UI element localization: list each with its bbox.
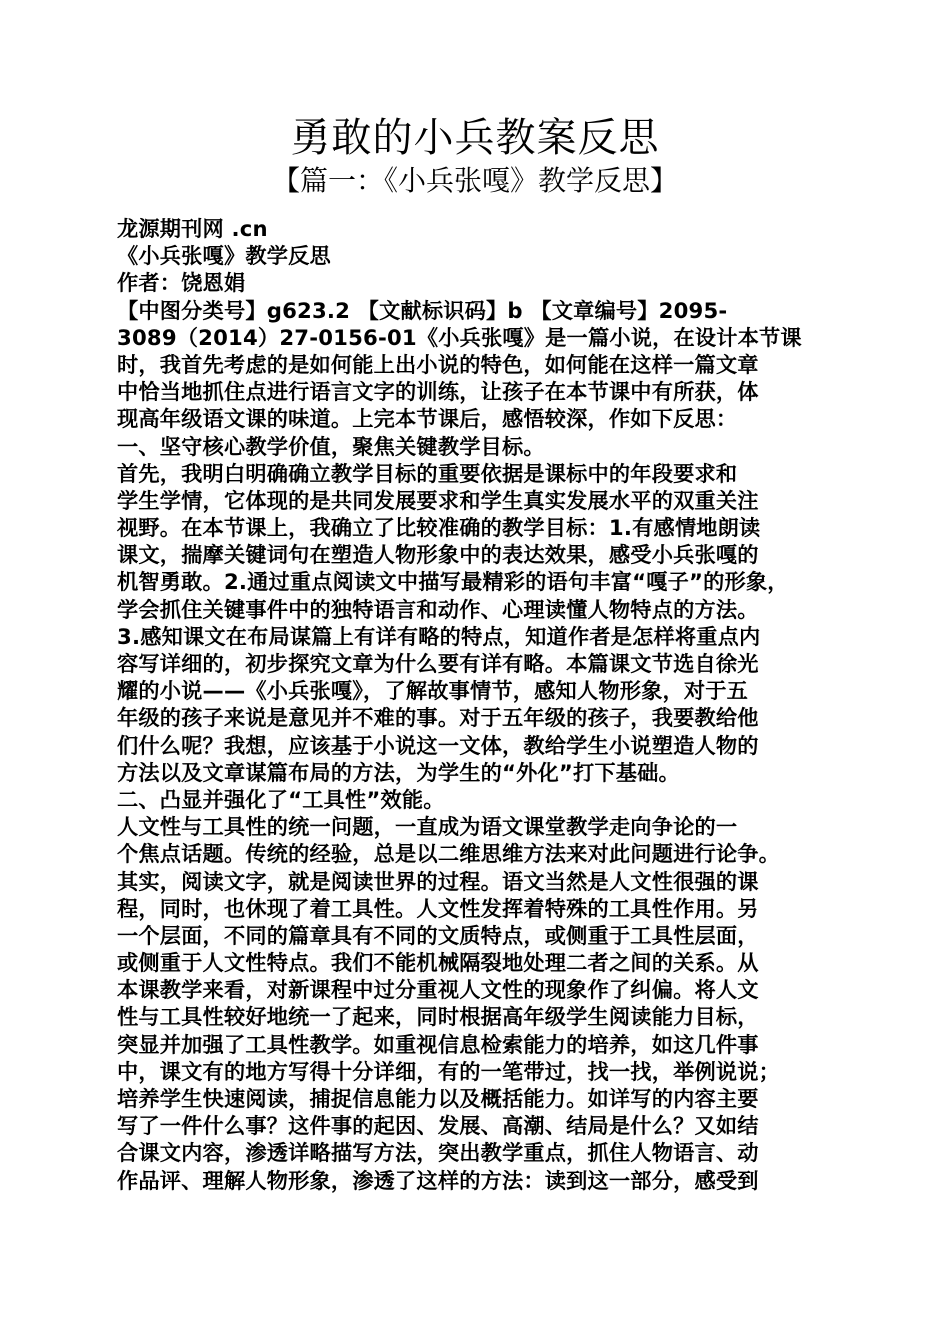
body-line: 中恰当地抓住点进行语言文字的训练，让孩子在本节课中有所获，体 [117, 379, 759, 405]
body-line: 学会抓住关键事件中的独特语言和动作、心理读懂人物特点的方法。 [117, 596, 759, 622]
document-subtitle: 【篇一：《小兵张嘎》教学反思】 [271, 164, 678, 197]
body-line: 中，课文有的地方写得十分详细，有的一笔带过，找一找，举例说说； [117, 1058, 781, 1084]
body-line: 机智勇敢。2.通过重点阅读文中描写最精彩的语句丰富“嘎子”的形象， [117, 569, 789, 595]
body-line: 视野。在本节课上，我确立了比较准确的教学目标：1.有感情地朗读 [117, 515, 761, 541]
body-line: 课文，揣摩关键词句在塑造人物形象中的表达效果，感受小兵张嘎的 [117, 542, 759, 568]
body-line: 本课教学来看，对新课程中过分重视人文性的现象作了纠偏。将人文 [117, 977, 759, 1003]
body-line: 个焦点话题。传统的经验，总是以二维思维方法来对此问题进行论争。 [117, 841, 781, 867]
body-line: 或侧重于人文性特点。我们不能机械隔裂地处理二者之间的关系。从 [117, 950, 759, 976]
document-title: 勇敢的小兵教案反思 [290, 115, 660, 161]
body-line: 人文性与工具性的统一问题，一直成为语文课堂教学走向争论的一 [117, 814, 738, 840]
body-line: 现高年级语文课的味道。上完本节课后，感悟较深，作如下反思： [117, 406, 738, 432]
body-line: 时，我首先考虑的是如何能上出小说的特色，如何能在这样一篇文章 [117, 351, 759, 377]
body-line: 突显并加强了工具性教学。如重视信息检索能力的培养，如这几件事 [117, 1031, 759, 1057]
body-line: 二、凸显并强化了“工具性”效能。 [117, 786, 445, 812]
body-line: 容写详细的，初步探究文章为什么要有详有略。本篇课文节选自徐光 [117, 651, 759, 676]
body-line: 一、坚守核心教学价值，聚焦关键教学目标。 [117, 433, 545, 459]
body-line: 学生学情，它体现的是共同发展要求和学生真实发展水平的双重关注 [117, 487, 759, 513]
body-line: 作品评、理解人物形象，渗透了这样的方法：读到这一部分，感受到 [117, 1167, 759, 1193]
body-line: 培养学生快速阅读，捕捉信息能力以及概括能力。如详写的内容主要 [117, 1086, 759, 1111]
document-body [117, 215, 839, 1194]
body-line: 龙源期刊网 .cn [117, 216, 268, 241]
body-line: 年级的孩子来说是意见并不难的事。对于五年级的孩子，我要教给他 [117, 705, 759, 731]
body-line: 程，同时，也休现了着工具性。人文性发挥着特殊的工具性作用。另 [117, 895, 759, 921]
body-line: 3.感知课文在布局谋篇上有详有略的特点，知道作者是怎样将重点内 [117, 623, 761, 649]
body-line: 一个层面，不同的篇章具有不同的文质特点，或侧重于工具性层面， [117, 922, 759, 948]
body-line: 其实，阅读文字，就是阅读世界的过程。语文当然是人文性很强的课 [117, 868, 759, 894]
body-line: 【中图分类号】g623.2 【文献标识码】b 【文章编号】2095- [117, 297, 728, 323]
body-line: 首先，我明白明确确立教学目标的重要依据是课标中的年段要求和 [117, 460, 738, 486]
body-line: 方法以及文章谋篇布局的方法，为学生的“外化”打下基础。 [117, 759, 680, 785]
body-line: 合课文内容，渗透详略描写方法，突出教学重点，抓住人物语言、动 [117, 1140, 759, 1166]
body-line: 《小兵张嘎》教学反思 [117, 243, 331, 269]
body-line: 作者：饶恩娟 [117, 270, 246, 296]
body-line: 耀的小说——《小兵张嘎》，了解故事情节，感知人物形象，对于五 [117, 678, 749, 704]
body-line: 3089（2014）27-0156-01《小兵张嘎》是一篇小说，在设计本节课 [117, 324, 802, 350]
body-line: 们什么呢？我想，应该基于小说这一文体，教给学生小说塑造人物的 [117, 732, 759, 758]
body-line: 写了一件什么事？这件事的起因、发展、高潮、结局是什么？又如结 [117, 1113, 759, 1139]
body-line: 性与工具性较好地统一了起来，同时根据高年级学生阅读能力目标， [117, 1004, 759, 1030]
